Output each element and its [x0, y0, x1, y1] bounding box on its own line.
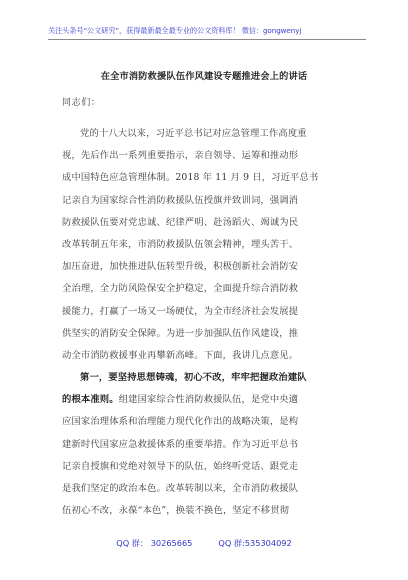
paragraph-line: 记亲自授旗和党绝对领导下的队伍，始终听党话、跟党走 — [62, 460, 299, 472]
paragraph-line: 援能力，打赢了一场又一场硬仗，为全市经济社会发展提 — [62, 305, 299, 317]
paragraph-line: 加压奋进，加快推进队伍转型升级，积极创新社会消防安 — [62, 261, 299, 273]
paragraph-line: 应国家治理体系和治理能力现代化作出的战略决策，是构 — [62, 416, 299, 428]
header-divider — [48, 39, 366, 40]
footer-qq-group-2: QQ 群:535304092 — [218, 538, 292, 548]
paragraph-line: 改革转制五年来，市消防救援队伍领会精神，埋头苦干、 — [62, 238, 299, 250]
document-body — [62, 123, 354, 522]
paragraph-line: 建新时代国家应急救援体系的重要举措。作为习近平总书 — [62, 438, 299, 450]
document-title: 在全市消防救援队伍作风建设专题推进会上的讲话 — [100, 71, 308, 82]
salutation: 同志们： — [62, 98, 101, 108]
paragraph-line: 记亲自为国家综合性消防救援队伍授旗并致训词，强调消 — [62, 194, 299, 206]
paragraph-line: 是我们坚定的政治本色。改革转制以来，全市消防救援队 — [62, 483, 299, 494]
section-first-line-text: 组建国家综合性消防救援队伍，是党中央適 — [118, 394, 299, 406]
paragraph-line: 供坚实的消防安全保障。为进一步加强队伍作风建设，推 — [62, 327, 299, 339]
section-heading-line — [62, 389, 354, 411]
footer-contact — [0, 537, 408, 549]
section-heading: 第一，要坚持思想铸魂，初心不改，牢牢把握政治建队 — [80, 372, 307, 384]
paragraph-line: 全治理，全力防风险保安全护稳定，全面提升综合消防救 — [62, 283, 299, 295]
paragraph-line: 动全市消防救援事业再攀新高峰。下面，我讲几点意见。 — [62, 349, 299, 361]
paragraph-line: 视，先后作出一系列重要指示，亲自领导、运筹和推动形 — [62, 150, 299, 162]
header-banner: 关注头条号“公文研究”，获得最新最全最专业的公文资料库！ 微信：gongwenyj — [48, 26, 302, 35]
footer-qq-group-1: QQ 群： 30265665 — [116, 538, 193, 548]
section-heading-continuation: 的根本准则。 — [62, 394, 119, 406]
paragraph-line: 伍初心不改，永葆“本色”，换装不换色，坚定不移贯彻 — [62, 505, 290, 517]
paragraph-line: 成中国特色应急管理体制。2018 年 11 月 9 日，习近平总书 — [62, 172, 319, 184]
paragraph-line: 党的十八大以来，习近平总书记对应急管理工作高度重 — [80, 128, 307, 139]
paragraph-line: 防救援队伍要对党忠诚、纪律严明、赴汤蹈火、竭诚为民 — [62, 216, 299, 228]
